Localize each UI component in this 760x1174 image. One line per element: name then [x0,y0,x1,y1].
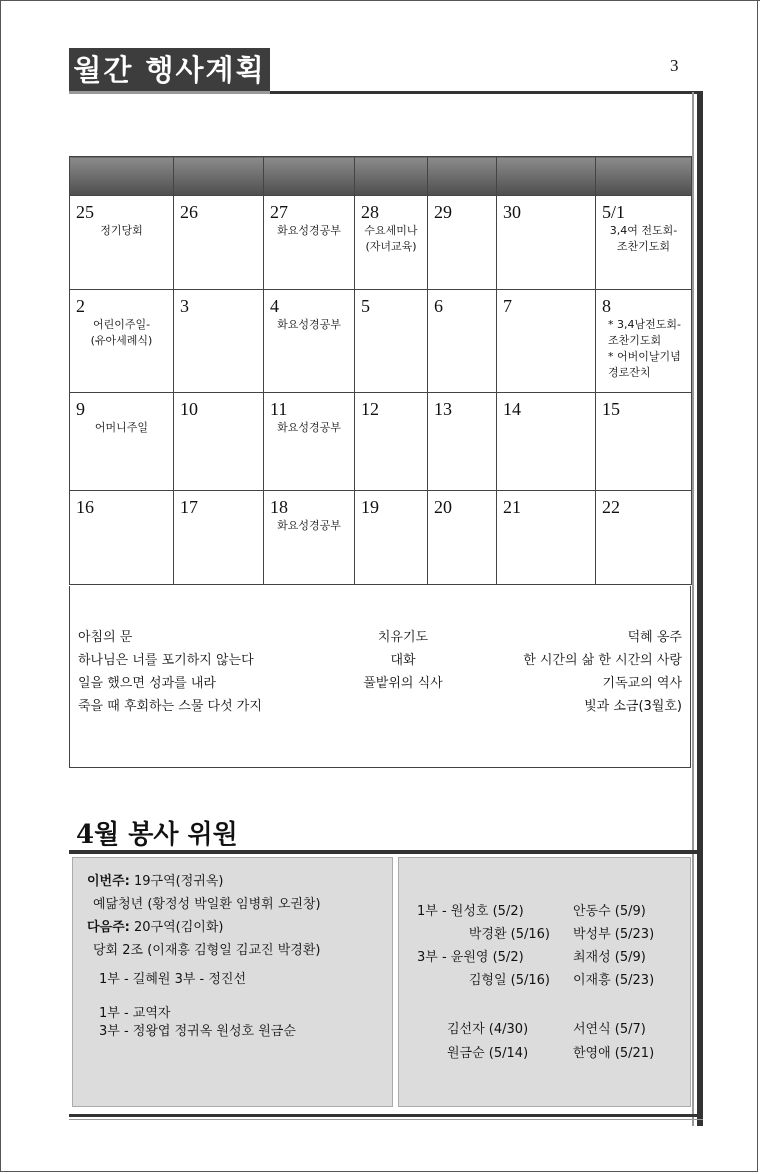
event-text: * 3,4남전도회- [608,318,681,331]
side-rule [697,92,703,1126]
bottom-rule-light [69,1119,703,1120]
book-title: 하나님은 너를 포기하지 않는다 [78,653,254,668]
calendar-day-cell [174,491,264,585]
book-title: 치유기도 [377,630,429,645]
event-text: 화요성경공부 [277,318,341,331]
volunteer-line: 1부 - 길혜원 3부 - 정진선 [99,972,247,987]
side-rule-light [692,92,694,1126]
calendar-week-row [70,196,692,290]
book-title: 기독교의 역사 [602,676,682,691]
event-text: 화요성경공부 [277,519,341,532]
day-number: 20 [434,497,452,517]
calendar-day-cell [355,491,428,585]
calendar-day-cell [70,491,174,585]
calendar-day-cell [355,290,428,393]
volunteer-entry: 안동수 (5/9) [573,904,646,919]
book-title: 덕혜 옹주 [627,630,682,645]
event-text: 화요성경공부 [277,224,341,237]
calendar-day-cell [355,393,428,491]
volunteer-entry: 김형일 (5/16) [468,973,550,988]
volunteer-entry: 박성부 (5/23) [573,927,655,942]
calendar-day-cell [428,491,497,585]
calendar-week-row [70,393,692,491]
day-number: 14 [503,399,521,419]
calendar-day-cell [428,290,497,393]
weekday-header [428,157,497,196]
day-number: 15 [602,399,620,419]
book-row [78,672,682,694]
book-title: 풀밭위의 식사 [363,676,443,691]
next-week-detail: 당회 2조 (이재흥 김형일 김교진 박경환) [93,943,321,958]
day-number: 11 [270,399,288,419]
book-title: 한 시간의 삶 한 시간의 사랑 [523,653,682,668]
event-text: 정기당회 [100,224,143,237]
calendar-day-cell [70,290,174,393]
calendar-day-cell [264,393,355,491]
calendar-day-cell [497,290,596,393]
day-number: 8 [602,296,611,316]
volunteers-left-panel [72,857,393,1107]
weekday-header [174,157,264,196]
day-number: 27 [270,202,288,222]
weekday-header [596,157,692,196]
weekday-header [70,157,174,196]
event-text: 수요세미나 [364,224,418,237]
volunteers-rule [69,850,703,854]
book-row [78,626,682,648]
calendar-day-cell [497,491,596,585]
calendar-day-cell [596,196,692,290]
event-text: 어머니주일 [94,421,149,434]
calendar-day-cell [428,196,497,290]
volunteer-entry: 한영애 (5/21) [573,1046,655,1061]
volunteer-entry: 1부 - 원성호 (5/2) [417,904,524,919]
day-number: 17 [180,497,198,517]
day-number: 10 [180,399,198,419]
calendar-week-row [70,290,692,393]
next-week-label: 다음주: [87,920,130,935]
event-text: 화요성경공부 [277,421,341,434]
day-number: 18 [270,497,288,517]
volunteers-right-panel [398,857,691,1107]
day-number: 6 [434,296,443,316]
day-number: 29 [434,202,452,222]
book-title: 아침의 문 [78,630,133,645]
calendar-day-cell [264,196,355,290]
page-number: 3 [670,56,679,75]
event-text: 경로잔치 [608,366,651,379]
calendar-day-cell [596,290,692,393]
day-number: 5/1 [602,202,626,222]
calendar-day-cell [174,290,264,393]
day-number: 22 [602,497,620,517]
calendar-day-cell [174,196,264,290]
day-number: 12 [361,399,379,419]
book-title: 대화 [390,653,416,668]
book-title: 일을 했으면 성과를 내라 [78,676,216,691]
book-row [78,649,682,671]
volunteer-line: 1부 - 교역자 [99,1006,171,1021]
day-number: 13 [434,399,452,419]
volunteer-line: 3부 - 정왕엽 정귀옥 원성호 원금순 [99,1024,296,1039]
day-number: 4 [270,296,279,316]
event-text: * 어버이날기념 [608,350,681,363]
day-number: 30 [503,202,521,222]
book-list [69,586,691,768]
day-number: 7 [503,296,512,316]
day-number: 2 [76,296,85,316]
event-text: (자녀교육) [365,240,417,253]
calendar-body [70,196,692,585]
calendar-day-cell [596,491,692,585]
event-text: 어린이주일- [92,318,151,331]
volunteer-entry: 3부 - 윤원영 (5/2) [417,950,524,965]
book-row [78,695,682,717]
book-title: 빛과 소금(3월호) [584,699,682,714]
calendar-day-cell [70,393,174,491]
volunteer-entry: 이재흥 (5/23) [573,973,655,988]
day-number: 28 [361,202,379,222]
weekday-header [264,157,355,196]
volunteers-title: 4월 봉사 위원 [76,820,238,850]
calendar-table [69,156,692,585]
calendar-week-row [70,491,692,585]
bottom-rule [69,1114,703,1117]
calendar-header [70,157,692,196]
volunteer-entry: 박경환 (5/16) [468,927,550,942]
next-week-value: 20구역(김이화) [129,920,224,935]
calendar-day-cell [174,393,264,491]
volunteer-entry: 최재성 (5/9) [573,950,646,965]
day-number: 5 [361,296,370,316]
event-text: (유아세례식) [90,334,153,347]
event-text: 3,4여 전도회- [609,224,678,237]
calendar-day-cell [70,196,174,290]
day-number: 16 [76,497,94,517]
calendar-day-cell [264,491,355,585]
calendar-day-cell [264,290,355,393]
day-number: 25 [76,202,94,222]
weekday-header [497,157,596,196]
event-text: 조찬기도회 [608,334,662,347]
this-week-detail: 예닮청년 (황정성 박일환 임병휘 오권창) [93,897,321,912]
volunteer-entry: 서연식 (5/7) [573,1022,646,1037]
book-title: 죽을 때 후회하는 스물 다섯 가지 [78,699,262,714]
calendar-day-cell [355,196,428,290]
day-number: 19 [361,497,379,517]
volunteer-entry: 원금순 (5/14) [447,1046,529,1061]
weekday-header [355,157,428,196]
this-week-value: 19구역(정귀옥) [129,874,224,889]
day-number: 9 [76,399,85,419]
calendar-day-cell [596,393,692,491]
calendar-day-cell [497,196,596,290]
this-week-label: 이번주: [87,874,130,889]
calendar-day-cell [497,393,596,491]
volunteer-entry: 김선자 (4/30) [447,1022,529,1037]
header-rule [270,91,703,94]
calendar-day-cell [428,393,497,491]
event-text: 조찬기도회 [616,240,671,253]
page-title: 월간 행사계획 [69,48,270,94]
day-number: 26 [180,202,198,222]
day-number: 21 [503,497,521,517]
day-number: 3 [180,296,189,316]
